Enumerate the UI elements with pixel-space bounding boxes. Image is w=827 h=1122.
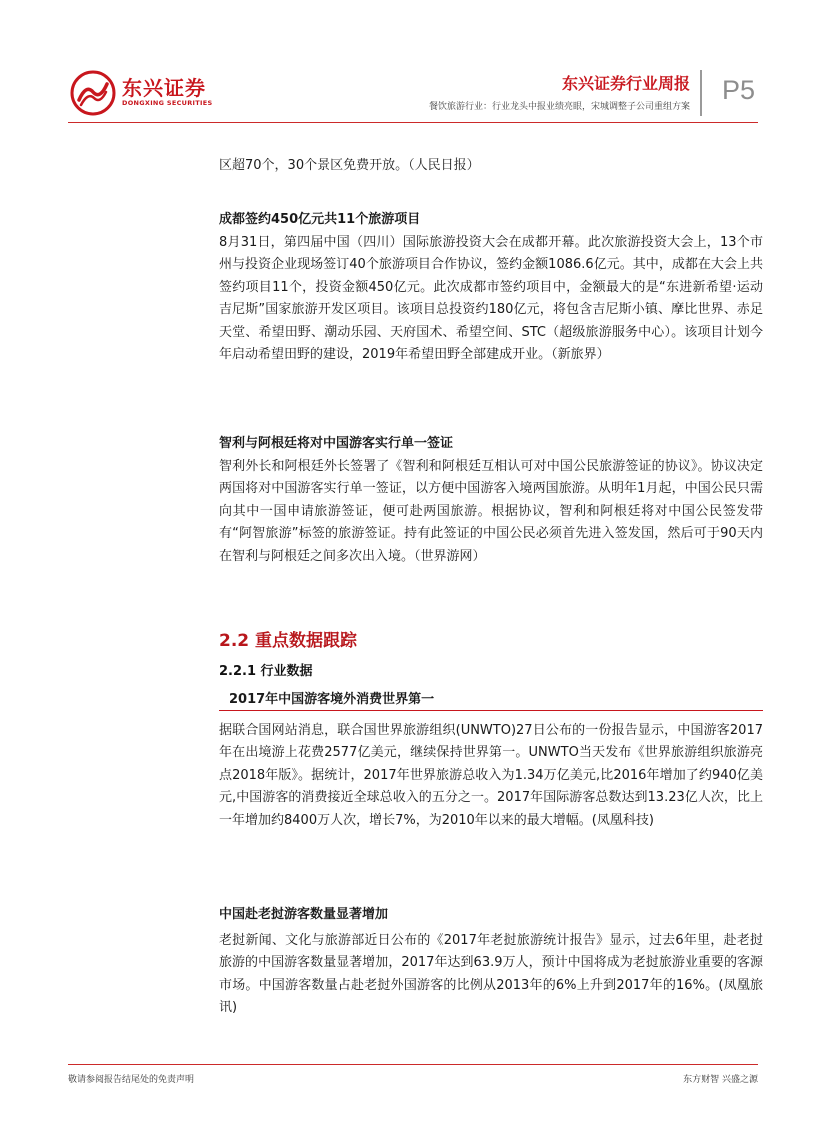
news-heading-laos: 中国赴老挝游客数量显著增加 — [219, 907, 389, 922]
footer-rule — [68, 1064, 758, 1065]
section-heading-2-2-1: 2.2.1 行业数据 — [219, 664, 313, 679]
news-heading-2017-consumption: 2017年中国游客境外消费世界第一 — [229, 692, 435, 707]
paragraph-2017-consumption: 据联合国网站消息，联合国世界旅游组织(UNWTO)27日公布的一份报告显示，中国游客2017年在出境游上花费2577亿美元，继续保持世界第一。UNWTO当天发布《世界旅游组织旅游亮点2018年版》。据统计，2017年世界旅游总收入为1.34万亿美元,比2016年增加了约940亿美元,中国游客的消费接近全球总收入的五分之一。2017年国际游客总数达到13.23亿人次，比上一年增加约8400万人次，增长7%，为2010年以来的最大增幅。(凤凰科技) — [219, 723, 763, 828]
page-number: P5 — [722, 75, 756, 105]
report-subtitle: 餐饮旅游行业：行业龙头中报业绩亮眼，宋城调整子公司重组方案 — [428, 102, 690, 112]
header-divider — [700, 70, 702, 116]
paragraph-chengdu: 8月31日，第四届中国（四川）国际旅游投资大会在成都开幕。此次旅游投资大会上，13个市州与投资企业现场签订40个旅游项目合作协议，签约金额1086.6亿元。其中，成都在大会上共签约项目11个，投资金额450亿元。此次成都市签约项目中，金额最大的是“东进新希望·运动吉尼斯”国家旅游开发区项目。该项目总投资约180亿元，将包含吉尼斯小镇、摩比世界、赤足天堂、希望田野、潮动乐园、天府国术、希望空间、STC（超级旅游服务中心）。该项目计划今年启动希望田野的建设，2019年希望田野全部建成开业。（新旅界） — [219, 235, 763, 363]
dongxing-logo-icon — [70, 70, 116, 116]
news-heading-chile-argentina: 智利与阿根廷将对中国游客实行单一签证 — [219, 436, 454, 451]
news-heading-chengdu: 成都签约450亿元共11个旅游项目 — [219, 212, 421, 227]
logo-chinese-name: 东兴证券 — [122, 76, 206, 100]
paragraph-chile-argentina: 智利外长和阿根廷外长签署了《智利和阿根廷互相认可对中国公民旅游签证的协议》。协议决定两国将对中国游客实行单一签证，以方便中国游客入境两国旅游。从明年1月起，中国公民只需向其中一国申请旅游签证，便可赴两国旅游。根据协议，智利和阿根廷将对中国公民签发带有“阿智旅游”标签的旅游签证。持有此签证的中国公民必须首先进入签发国，然后可于90天内在智利与阿根廷之间多次出入境。（世界游网） — [219, 459, 763, 564]
logo-english-name: DONGXING SECURITIES — [122, 99, 213, 107]
page-header — [0, 0, 827, 130]
section-heading-2-2: 2.2 重点数据跟踪 — [219, 631, 358, 651]
footer-disclaimer: 敬请参阅报告结尾处的免责声明 — [68, 1075, 195, 1085]
subsection-box — [219, 686, 763, 711]
paragraph-laos: 老挝新闻、文化与旅游部近日公布的《2017年老挝旅游统计报告》显示，过去6年里，赴老挝旅游的中国游客数量显著增加，2017年达到63.9万人，预计中国将成为老挝旅游业重要的客源市场。中国游客数量占赴老挝外国游客的比例从2013年的6%上升到2017年的16%。(凤凰旅讯) — [219, 933, 763, 1016]
report-title: 东兴证券行业周报 — [561, 74, 690, 93]
paragraph-continuation: 区超70个，30个景区免费开放。（人民日报） — [219, 158, 480, 173]
footer-slogan: 东方财智 兴盛之源 — [683, 1075, 758, 1085]
header-rule — [68, 122, 758, 123]
